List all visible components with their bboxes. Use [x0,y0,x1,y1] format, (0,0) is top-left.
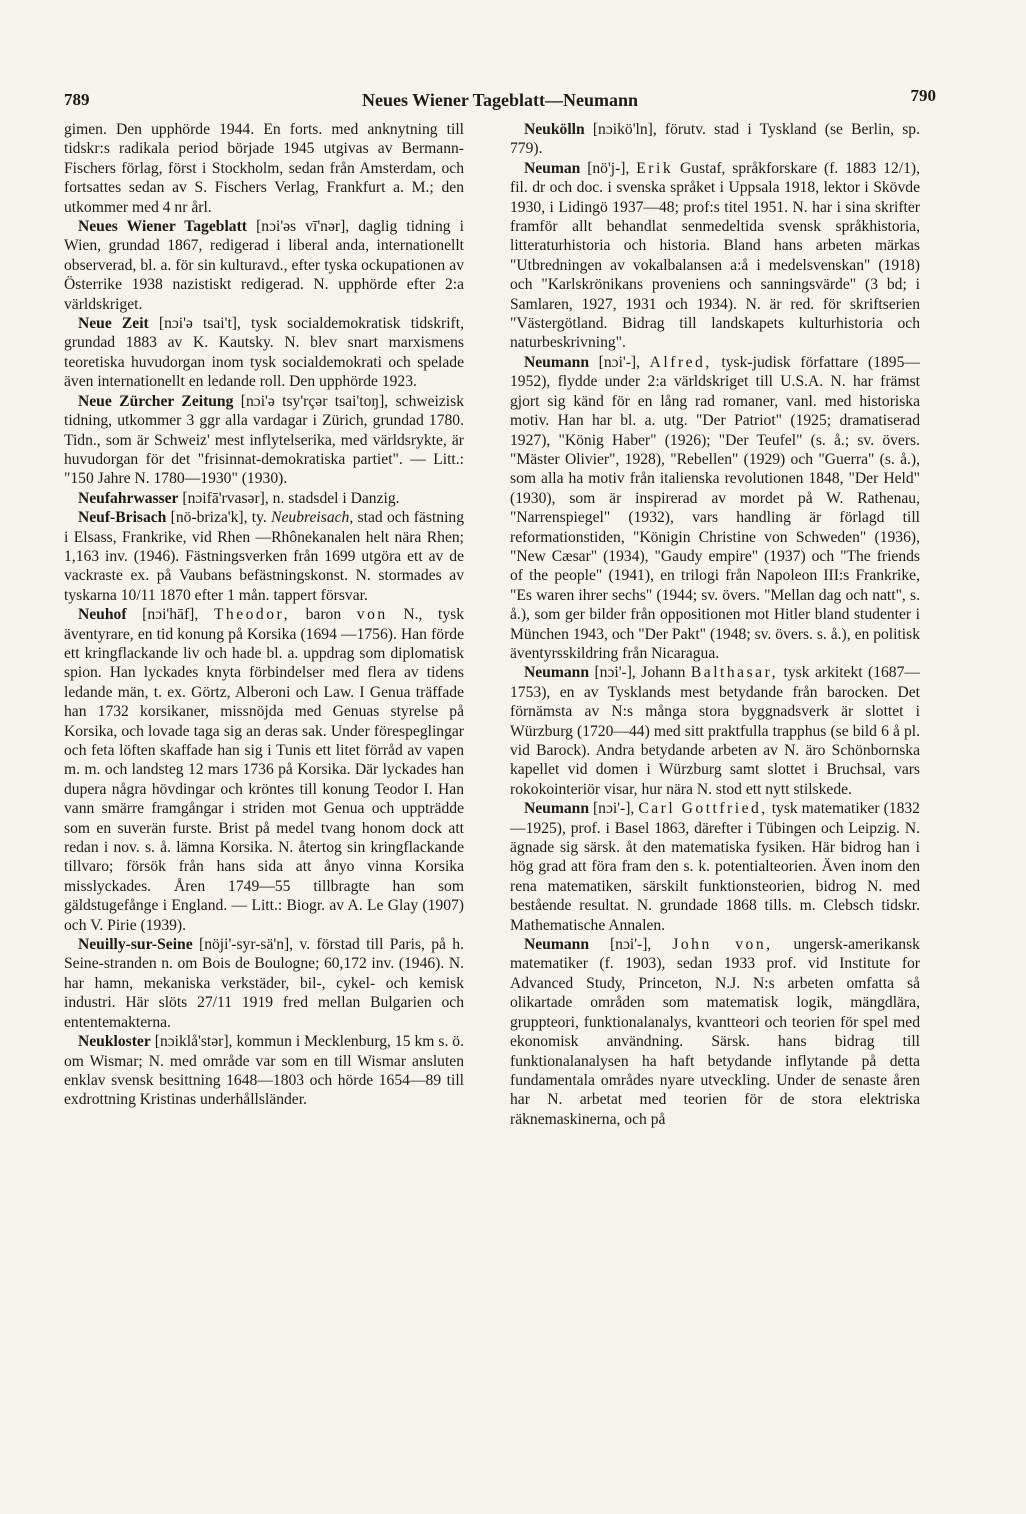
pronunciation: [nɔikö'ln], [592,121,657,138]
entry-text: tysk arkitekt (1687—1753), en av Tysklands mest betydande från barocken. Det förnämsta av N:s många stora byggnadsverk är slottet i Würzburg (1720—44) med sitt praktfulla trapphus (se bild 6 å pl. vid Barock). Andra betydande arbeten av N. äro Schönbornska kapellet vid domen i Würzburg samt slottet i Bruchsal, vars rokokointeriör visar, hur nära N. stod ett nytt stilskede. [510,664,920,798]
pronunciation: [nɔi'əs vī'nər], [256,218,350,236]
entry-text: stad och fästning i Elsass, Frankrike, vid Rhen —Rhônekanalen helt nära Rhen; 1,163 inv. (1946). Fästningsverken från 1699 utgöra ett av de vackraste ex. på Vaubans befästningskonst. N. stormades av tyskarna 10/11 1870 efter 1 mån. tappert försvar. [64,509,465,604]
entry-text: tysk matematiker (1832—1925), prof. i Basel 1863, därefter i Tübingen och Leipzig. N. ägnade sig särsk. åt den matematiska fysiken. Här bidrog han i hög grad att föra fram den s. k. potentialteorien. Även inom den rena matematiken, särskilt funktionsteorien, bidrog N. med bestående resultat. N. grundade 1868 tills. m. Clebsch tidskr. Mathematische Annalen. [510,800,920,934]
entry-neue-zurcher-zeitung [64,392,464,489]
entry-pre: Johann [641,664,686,682]
left-column [64,120,464,1110]
page-number-left: 789 [64,90,90,109]
particle: von [356,606,388,624]
given-name: Balthasar, [690,664,779,682]
right-column [510,120,920,1129]
pronunciation: [nö'j-], [587,159,630,177]
pronunciation: [nɔi'-], [592,800,635,818]
headword: Neumann [524,800,589,818]
page-number-right: 790 [910,86,936,105]
entry-text: kommun i Mecklenburg, 15 km s. ö. om Wismar; N. med område var som en till Wismar ansluten enklav svensk besittning 1648—1803 och hörde 1654—89 till exdrottning Kristinas underhållsländer. [64,1033,465,1109]
headword: Neuilly-sur-Seine [78,936,193,954]
continued-text: gimen. Den upphörde 1944. En forts. med anknytning till tidskr:s radikala period började 1945 utgivas av Bermann-Fischers förlag, först i Stockholm, sedan från Amsterdam, och fortsattes sedan av S. Fischers Verlag, Frankfurt a. M.; den utkommer med 4 nr årl. [64,121,464,216]
pronunciation: [nö-briza'k], [170,509,248,527]
given-name: Alfred, [649,353,712,371]
given-name: Carl Gottfried, [638,800,768,818]
headword: Neues Wiener Tageblatt [78,218,247,236]
title-word: baron [305,606,342,624]
pronunciation: [nɔi'ə tsy'rçər tsai'toŋ], [240,392,389,410]
pronunciation: [nɔi'-], [598,353,640,371]
entry-neues-wiener-tageblatt [64,217,464,314]
entry-text: n. stadsdel i Danzig. [272,489,400,507]
entry-text: Gustaf, språkforskare (f. 1883 12/1), fil. dr och doc. i svenska språket i Uppsala 1918, lektor i Skövde 1930, i Lidingö 1937—48; prof:s titel 1951. N. har i sina skrifter framför allt behandlat senmedeltida svensk språkhistoria, litteraturhistoria och historia. Bland hans arbeten märkas "Utbredningen av vokalbalansen a:å i medelsvenskan" (1918) och "Karlskrönikans proveniens och sanningsvärde" (3 bd; i Samlaren, 1927, 1931 och 1934). N. är red. för skriftserien "Västergötland. Bidrag till landskapets kulturhistoria och naturbeskrivning". [510,159,920,352]
entry-text: tysk socialdemokratisk tidskrift, grundad 1883 av K. Kautsky. N. blev snart marxismens teoretiska huvudorgan inom tysk socialdemokrati och spelade även internationellt en ledande roll. Den upphörde 1923. [64,315,464,391]
pronunciation: [nöji'-syr-sä'n], [199,936,294,954]
headword: Neumann [524,936,589,954]
entry-neuman-erik [510,159,920,353]
headword: Neufahrwasser [78,489,179,507]
pronunciation: [nɔi'-], [594,664,636,682]
alt-name: Neubreisach, [271,509,354,527]
entry-neuhof [64,605,464,935]
given-name: John von, [672,936,773,954]
headword: Neukölln [524,121,585,138]
entry-text: schweizisk tidning, utkommer 3 ggr alla vardagar i Zürich, grundad 1780. Tidn., som är Schweiz' mest inflytelserika, med världsrykte, är huvudorgan för det "frisinnat-demokratiska partiet". — Litt.: "150 Jahre N. 1780—1930" (1930). [64,392,464,488]
entry-text: N., tysk äventyrare, en tid konung på Korsika (1694 —1756). Han förde ett kringflackande liv och hade bl. a. uppdrag som diplomatisk spion. Han lyckades knyta förbindelser med flera av tidens ledande män, t. ex. Görtz, Alberoni och Law. I Genua träffade han 1732 korsikaner, missnöjda med Genuas styrelse på Korsika, och lovade taga sig an deras sak. Under förespeglingar och feta löften skaffade han sig i Tunis ett litet förråd av vapen m. m. och landsteg 12 mars 1736 på Korsika. Där lyckades han dupera några hövdingar och kröntes till konung Teodor I. Han vann smärre framgångar i striden mot Genua och uppträdde som en suverän furste. Brist på medel tvang honom dock att redan i nov. s. å. lämna Korsika. N. återtog sin kringflackande tillvaro; försök från hans sida att ånyo vinna Korsika misslyckades. Åren 1749—55 tillbragte han som gäldstugefånge i England. — Litt.: Biogr. av A. Le Glay (1907) och V. Pirie (1939). [64,606,464,934]
entry-text: v. förstad till Paris, på h. Seine-stranden n. om Bois de Boulogne; 60,172 inv. (1946). N. har hamn, mekaniska verkstäder, bil-, cykel- och kemisk industri. Här slöts 27/11 1919 fred mellan Bulgarien och ententemakterna. [64,936,465,1031]
pronunciation: [nɔi'-], [609,936,652,954]
entry-neukloster [64,1032,464,1110]
running-title: Neues Wiener Tageblatt—Neumann [361,90,639,110]
headword: Neumann [524,353,589,371]
headword: Neumann [524,664,589,682]
entry-text: ungersk-amerikansk matematiker (f. 1903), sedan 1933 prof. vid Institute for Advanced Study, Princeton, N.J. N:s arbeten omfatta så olikartade områden som matematisk logik, mängdlära, gruppteori, funktionalanalys, kvantteori och teorien för spel med ekonomisk användning. Särsk. hans bidrag till funktionalanalysen ha haft betydande inflytande på detta fundamentala områdes nyare utveckling. Under de senaste åren har N. arbetat med teorien för de stora elektriska räknemaskinerna, och på [510,936,920,1128]
entry-text: tysk-judisk författare (1895—1952), flydde under 2:a världskriget till U.S.A. N. har främst gjort sig känd för en lång rad romaner, vanl. med historiska motiv. Han har bl. a. utg. "Der Patriot" (1925; dramatiserad 1927), "König Haber" (1926); "Der Teufel" (s. å.; sv. övers. "Mäster Olivier", 1928), "Rebellen" (1929) och "Guerra" (s. å.), som alla ha motiv från italienska revolutionen 1848, "Der Held" (1930), som är inspirerad av mordet på W. Rathenau, "Narrenspiegel" (1932), vars handling är förlagd till reformationstiden, "Königin Christine von Schweden" (1936), "New Cæsar" (1934), "Gaudy empire" (1937) och "The friends of the people" (1941), en trilogi från Napoleon III:s Frankrike, "Es waren ihrer sechs" (1944; sv. övers. "Mellan dag och natt", s. å.), som ger bilder från oppositionen mot Hitler bland studenter i München 1943, och "Der Pakt" (1948; sv. övers. s. å.), en politisk äventyrsskildring från Nicaragua. [510,353,920,662]
page-header [64,86,936,116]
entry-text: förutv. stad i Tyskland (se Berlin, sp. 779). [510,121,920,158]
pronunciation: [nɔifā'rvasər], [182,489,269,507]
entry-neuilly-sur-seine [64,935,464,1032]
pronunciation: [nɔiklå'stər], [154,1033,233,1051]
given-name: Erik [636,159,674,177]
headword: Neuman [524,159,581,177]
entry-pre: ty. [251,509,267,527]
entry-neumann-alfred [510,353,920,664]
entry-neumann-carl-gottfried [510,799,920,935]
headword: Neuf-Brisach [78,509,167,527]
entry-neumann-johann-balthasar [510,663,920,799]
entry-neumann-john-von [510,935,920,1129]
entry-neue-zeit [64,314,464,392]
entry-text: daglig tidning i Wien, grundad 1867, redigerad i liberal anda, internationellt observerad, bl. a. för sin kulturavd., efter tyska ockupationen av Österrike 1938 nazistiskt redigerad. N. upphörde efter 2:a världskriget. [64,218,464,313]
headword: Neue Zürcher Zeitung [78,392,234,410]
given-name: Theodor, [213,606,290,624]
entry-neukolln [510,120,920,159]
entry-neufahrwasser [64,489,464,508]
headword: Neue Zeit [78,315,149,333]
headword: Neuhof [78,606,127,624]
headword: Neukloster [78,1033,151,1051]
pronunciation: [nɔi'ə tsai't], [158,315,241,333]
entry-neuf-brisach [64,508,464,605]
pronunciation: [nɔi'hāf], [142,606,199,624]
